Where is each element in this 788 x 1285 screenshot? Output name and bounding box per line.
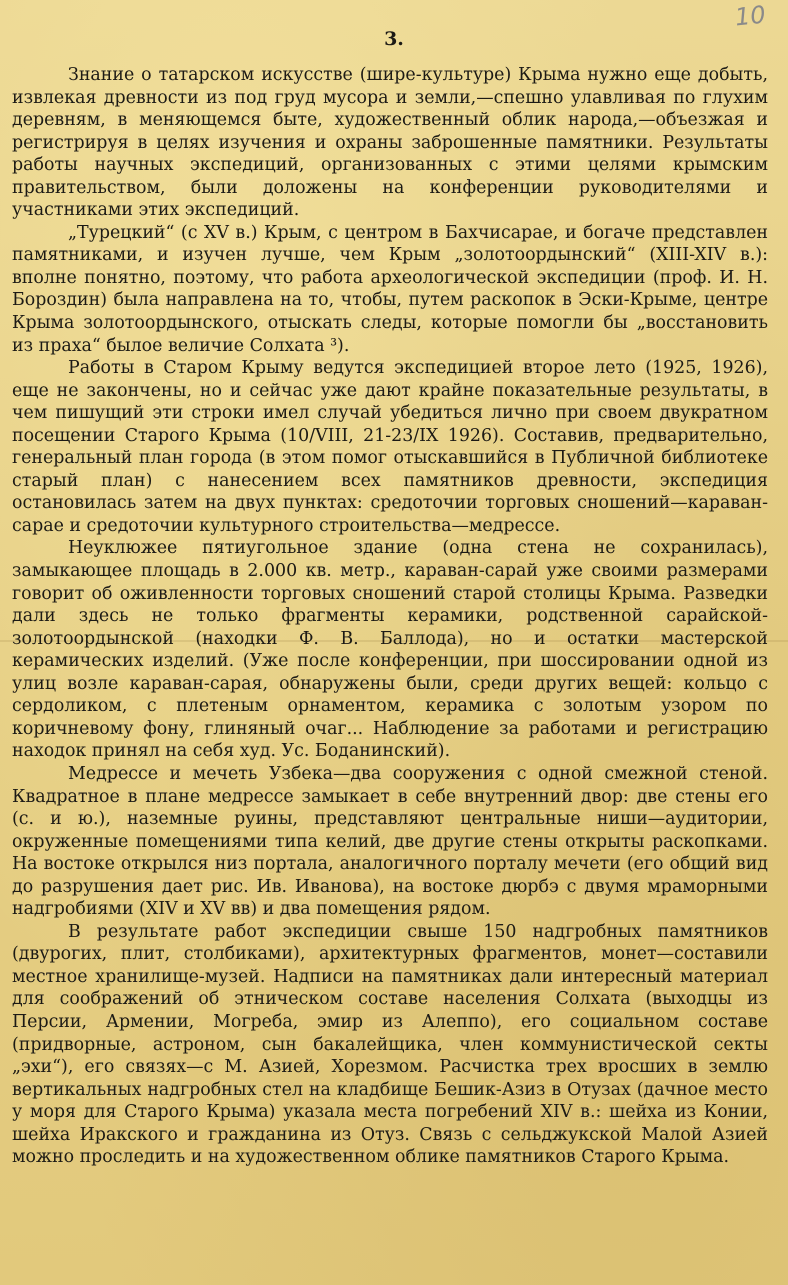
paragraph-4: Неуклюжее пятиугольное здание (одна стена не сохранилась), замыкающее площадь в 2.000 кв. метр., караван-сарай уже своими размерами говорит об оживленности торговых сношений старой столицы Крыма. Разведки дали здесь не только фрагменты керамики, родственной сарайской-золотоордынской (находки Ф. В. Баллода), но и остатки мастерской керамических изделий. (Уже после конференции, при шоссировании одной из улиц возле караван-сарая, обнаружены были, среди других вещей: кольцо с сердоликом, с плетеным орнаментом, керамика с золотым узором по коричневому фону, глиняный очаг... Наблюдение за работами и регистрацию находок принял на себя худ. Ус. Боданинский). [12, 538, 768, 762]
paragraph-2: „Турецкий“ (с XV в.) Крым, с центром в Бахчисарае, и богаче представлен памятниками, и изучен лучше, чем Крым „золотоордынский“ (XIII-XIV в.): вполне понятно, поэтому, что работа археологической экспедиции (проф. И. Н. Бороздин) была направлена на то, чтобы, путем раскопок в Эски-Крыме, центре Крыма золотоордынского, отыскать следы, которые помогли бы „восстановить из праха“ былое величие Солхата ³). [12, 222, 768, 356]
paragraph-6: В результате работ экспедиции свыше 150 надгробных памятников (двурогих, плит, столбиками), архитектурных фрагментов, монет—составили местное хранилище-музей. Надписи на памятниках дали интересный материал для соображений об этническом составе населения Солхата (выходцы из Персии, Армении, Могреба, эмир из Алеппо), его социальном составе (придворные, астроном, сын бакалейщика, член коммунистической секты „эхи“), его связях—с М. Азией, Хорезмом. Расчистка трех вросших в землю вертикальных надгробных стел на кладбище Бешик-Азиз в Отузах (дачное место у моря для Старого Крыма) указала места погребений XIV в.: шейха из Конии, шейха Иракского и гражданина из Отуз. Связь с сельджукской Малой Азией можно проследить и на художественном облике памятников Старого Крыма. [12, 921, 768, 1168]
body-text [12, 64, 768, 1169]
paragraph-5: Медрессе и мечеть Узбека—два сооружения с одной смежной стеной. Квадратное в плане медрессе замыкает в себе внутренний двор: две стены его (с. и ю.), наземные руины, представляют центральные ниши—аудитории, окруженные помещениями типа келий, две другие стены открыты раскопками. На востоке открылся низ портала, аналогичного порталу мечети (его общий вид до разрушения дает рис. Ив. Иванова), на востоке дюрбэ с двумя мраморными надгробиями (XIV и XV вв) и два помещения рядом. [12, 763, 768, 920]
paragraph-1: Знание о татарском искусстве (шире-культуре) Крыма нужно еще добыть, извлекая древности из под груд мусора и земли,—спешно улавливая по глухим деревням, в меняющемся быте, художественный облик народа,—объезжая и регистрируя в целях изучения и охраны заброшенные памятники. Результаты работы научных экспедиций, организованных с этими целями крымским правительством, были доложены на конференции руководителями и участниками этих экспедиций. [12, 65, 768, 221]
paragraph-3: Работы в Старом Крыму ведутся экспедицией второе лето (1925, 1926), еще не закончены, но и сейчас уже дают крайне показательные результаты, в чем пишущий эти строки имел случай убедиться лично при своем двукратном посещении Старого Крыма (10/VIII, 21-23/IX 1926). Составив, предварительно, генеральный план города (в этом помог отыскавшийся в Публичной библиотеке старый план) с нанесением всех памятников древности, экспедиция остановилась затем на двух пунктах: средоточии торговых сношений—караван-сарае и средоточии культурного строительства—медрессе. [12, 358, 768, 536]
page-number: 3. [384, 28, 404, 50]
pencil-page-mark: 10 [734, 0, 768, 32]
